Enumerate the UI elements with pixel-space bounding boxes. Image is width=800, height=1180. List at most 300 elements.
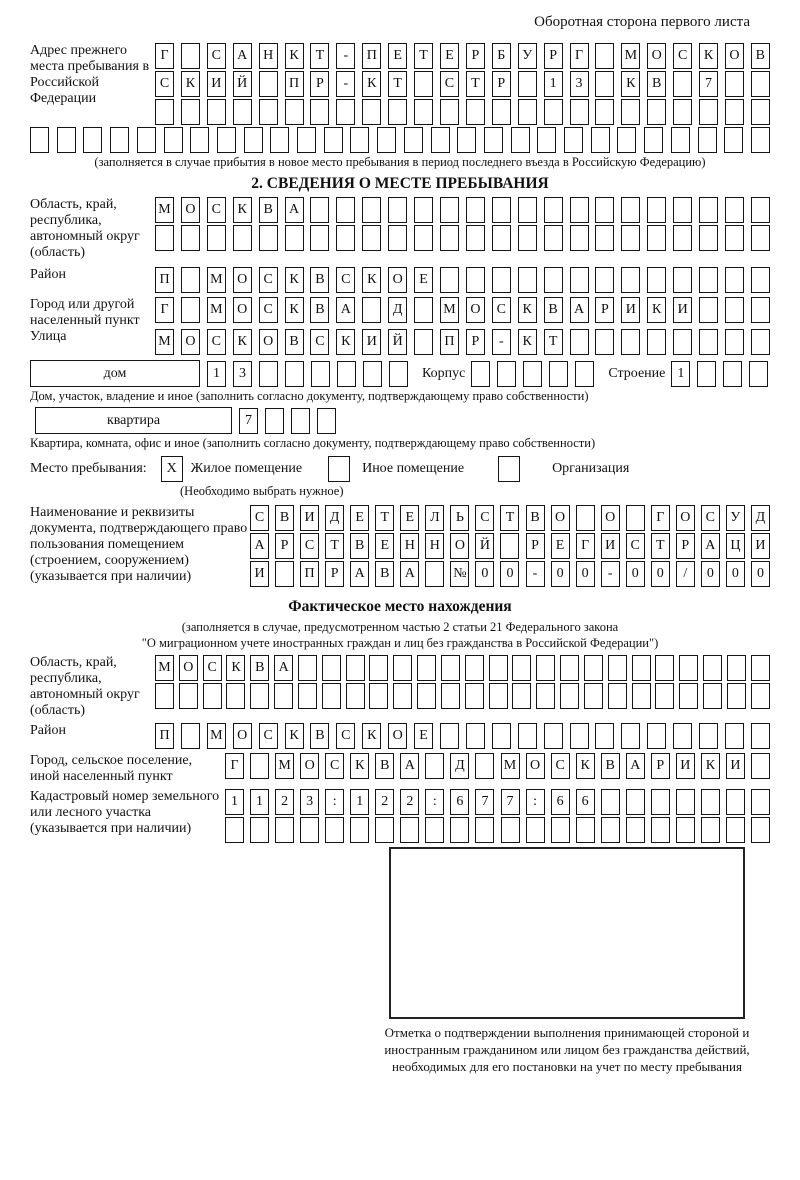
char-cell: Р: [466, 329, 485, 355]
char-cell: [388, 99, 407, 125]
char-cell: -: [492, 329, 511, 355]
char-cell: 2: [275, 789, 294, 815]
char-cell: [259, 225, 278, 251]
char-cell: [57, 127, 76, 153]
char-cell: Т: [651, 533, 670, 559]
char-cell: С: [155, 71, 174, 97]
char-cell: [725, 297, 744, 323]
char-cell: [389, 361, 408, 387]
char-cell: М: [501, 753, 520, 779]
char-cell: [497, 361, 516, 387]
char-cell: В: [375, 561, 394, 587]
section2-header: 2. СВЕДЕНИЯ О МЕСТЕ ПРЕБЫВАНИЯ: [251, 175, 549, 192]
char-cell: [673, 99, 692, 125]
char-cell: О: [388, 723, 407, 749]
char-cell: [492, 267, 511, 293]
char-cell: [492, 723, 511, 749]
raion-block: [30, 267, 770, 295]
char-cell: [511, 127, 530, 153]
char-cell: [544, 267, 563, 293]
char-cell: С: [440, 71, 459, 97]
char-cell: [701, 817, 720, 843]
stroenie-cells: [671, 361, 768, 387]
char-cell: 0: [626, 561, 645, 587]
kvartira-cells: [239, 408, 336, 434]
char-cell: 0: [551, 561, 570, 587]
char-cell: [466, 267, 485, 293]
char-cell: [362, 297, 381, 323]
char-cell: [701, 789, 720, 815]
oblast-grid-row-2: [155, 225, 770, 251]
mark-block: [30, 847, 770, 1075]
char-cell: [217, 127, 236, 153]
fact-oblast-grid-row-2: [155, 683, 770, 709]
char-cell: [673, 723, 692, 749]
char-cell: [337, 361, 356, 387]
char-cell: К: [621, 71, 640, 97]
char-cell: В: [275, 505, 294, 531]
char-cell: К: [518, 329, 537, 355]
char-cell: О: [450, 533, 469, 559]
prev-address-block: [30, 43, 770, 127]
char-cell: И: [673, 297, 692, 323]
char-cell: К: [181, 71, 200, 97]
char-cell: [544, 225, 563, 251]
fact-raion-block: [30, 723, 770, 751]
char-cell: 0: [576, 561, 595, 587]
char-cell: [725, 197, 744, 223]
char-cell: 1: [544, 71, 563, 97]
char-cell: В: [544, 297, 563, 323]
char-cell: [350, 127, 369, 153]
char-cell: [285, 225, 304, 251]
gorod-block: [30, 297, 770, 329]
char-cell: [749, 361, 768, 387]
doc-block: [30, 505, 770, 589]
char-cell: [475, 753, 494, 779]
char-cell: [673, 329, 692, 355]
char-cell: [575, 361, 594, 387]
char-cell: [181, 267, 200, 293]
char-cell: С: [701, 505, 720, 531]
char-cell: [608, 683, 627, 709]
checkbox-organizatsiya: [498, 456, 520, 482]
char-cell: [751, 789, 770, 815]
char-cell: [699, 329, 718, 355]
char-cell: [203, 683, 222, 709]
char-cell: [155, 683, 174, 709]
char-cell: Е: [414, 267, 433, 293]
char-cell: [751, 267, 770, 293]
char-cell: 7: [699, 71, 718, 97]
char-cell: В: [647, 71, 666, 97]
char-cell: М: [155, 655, 174, 681]
char-cell: [526, 817, 545, 843]
char-cell: [703, 683, 722, 709]
fact-raion-label: Район: [30, 723, 66, 738]
char-cell: [570, 723, 589, 749]
char-cell: 6: [450, 789, 469, 815]
char-cell: Г: [651, 505, 670, 531]
char-cell: М: [207, 723, 226, 749]
doc-grid-row-2: [250, 533, 770, 559]
char-cell: С: [492, 297, 511, 323]
char-cell: Й: [475, 533, 494, 559]
char-cell: [751, 225, 770, 251]
char-cell: [414, 225, 433, 251]
char-cell: П: [285, 71, 304, 97]
char-cell: [440, 99, 459, 125]
char-cell: [512, 655, 531, 681]
char-cell: [647, 99, 666, 125]
char-cell: [225, 817, 244, 843]
char-cell: [673, 267, 692, 293]
char-cell: [500, 533, 519, 559]
char-cell: [699, 225, 718, 251]
char-cell: [298, 683, 317, 709]
char-cell: [233, 99, 252, 125]
oblast-label: Область, край, республика, автономный округ (область): [30, 197, 140, 260]
char-cell: 0: [701, 561, 720, 587]
char-cell: Д: [388, 297, 407, 323]
char-cell: Р: [466, 43, 485, 69]
char-cell: [727, 655, 746, 681]
char-cell: [181, 43, 200, 69]
char-cell: [414, 197, 433, 223]
char-cell: [465, 683, 484, 709]
char-cell: [699, 723, 718, 749]
char-cell: Ь: [450, 505, 469, 531]
char-cell: К: [285, 267, 304, 293]
kadastr-block: [30, 789, 770, 845]
char-cell: 2: [375, 789, 394, 815]
char-cell: 2: [400, 789, 419, 815]
char-cell: [724, 127, 743, 153]
char-cell: Е: [414, 723, 433, 749]
char-cell: [751, 753, 770, 779]
char-cell: 6: [551, 789, 570, 815]
char-cell: [621, 723, 640, 749]
char-cell: П: [362, 43, 381, 69]
char-cell: [595, 71, 614, 97]
char-cell: Б: [492, 43, 511, 69]
char-cell: [362, 225, 381, 251]
char-cell: Т: [388, 71, 407, 97]
char-cell: [751, 197, 770, 223]
char-cell: И: [300, 505, 319, 531]
char-cell: 7: [475, 789, 494, 815]
dom-box-label: дом: [30, 360, 200, 387]
fact-gorod-label: Город, сельское поселение, иной населенный пункт: [30, 753, 193, 784]
char-cell: С: [551, 753, 570, 779]
char-cell: [595, 329, 614, 355]
option-label-zhiloe: Жилое помещение: [190, 461, 303, 476]
gorod-grid-row: [155, 297, 770, 323]
char-cell: [518, 197, 537, 223]
dom-caption: Дом, участок, владение и иное (заполнить согласно документу, подтверждающему право собственности): [30, 389, 589, 403]
char-cell: О: [601, 505, 620, 531]
kadastr-grid-row-1: [225, 789, 770, 815]
char-cell: [584, 655, 603, 681]
char-cell: [501, 817, 520, 843]
char-cell: :: [425, 789, 444, 815]
char-cell: О: [551, 505, 570, 531]
char-cell: [226, 683, 245, 709]
char-cell: [325, 817, 344, 843]
option-label-organizatsiya: Организация: [552, 461, 630, 476]
kadastr-label: Кадастровый номер земельного или лесного участка (указывается при наличии): [30, 789, 220, 836]
char-cell: [310, 197, 329, 223]
char-cell: [311, 361, 330, 387]
char-cell: С: [207, 329, 226, 355]
char-cell: [244, 127, 263, 153]
char-cell: Р: [651, 753, 670, 779]
char-cell: [725, 99, 744, 125]
char-cell: У: [726, 505, 745, 531]
char-cell: 0: [726, 561, 745, 587]
char-cell: И: [601, 533, 620, 559]
char-cell: [489, 683, 508, 709]
char-cell: [699, 197, 718, 223]
char-cell: [621, 225, 640, 251]
char-cell: Р: [526, 533, 545, 559]
char-cell: [285, 99, 304, 125]
char-cell: [369, 655, 388, 681]
char-cell: [388, 225, 407, 251]
prev-address-label: Адрес прежнего места пребывания в Российской Федерации: [30, 43, 150, 106]
char-cell: Т: [466, 71, 485, 97]
char-cell: 0: [475, 561, 494, 587]
char-cell: [155, 225, 174, 251]
char-cell: [560, 683, 579, 709]
char-cell: [393, 683, 412, 709]
char-cell: [751, 297, 770, 323]
char-cell: Т: [544, 329, 563, 355]
gorod-label: Город или другой населенный пункт: [30, 297, 140, 328]
char-cell: Р: [492, 71, 511, 97]
char-cell: В: [250, 655, 269, 681]
char-cell: [164, 127, 183, 153]
char-cell: [626, 789, 645, 815]
char-cell: [291, 408, 310, 434]
char-cell: А: [274, 655, 293, 681]
char-cell: А: [570, 297, 589, 323]
char-cell: [595, 267, 614, 293]
char-cell: [647, 197, 666, 223]
char-cell: [83, 127, 102, 153]
char-cell: [466, 197, 485, 223]
char-cell: К: [226, 655, 245, 681]
char-cell: [697, 361, 716, 387]
char-cell: О: [526, 753, 545, 779]
char-cell: [137, 127, 156, 153]
mark-caption: Отметка о подтверждении выполнения принимающей стороной и иностранным гражданином или лицом без гражданства действий, необходимых для его постановки на учет по месту пребывания: [384, 1025, 750, 1074]
char-cell: [560, 655, 579, 681]
char-cell: [466, 99, 485, 125]
char-cell: [651, 789, 670, 815]
char-cell: -: [336, 71, 355, 97]
char-cell: 1: [250, 789, 269, 815]
char-cell: 1: [225, 789, 244, 815]
char-cell: [310, 225, 329, 251]
char-cell: П: [300, 561, 319, 587]
char-cell: [703, 655, 722, 681]
char-cell: К: [701, 753, 720, 779]
char-cell: Й: [233, 71, 252, 97]
char-cell: П: [155, 723, 174, 749]
char-cell: [350, 817, 369, 843]
char-cell: [536, 655, 555, 681]
char-cell: О: [233, 723, 252, 749]
char-cell: С: [203, 655, 222, 681]
char-cell: Е: [350, 505, 369, 531]
char-cell: [632, 683, 651, 709]
char-cell: П: [155, 267, 174, 293]
char-cell: [362, 197, 381, 223]
char-cell: [265, 408, 284, 434]
char-cell: [699, 267, 718, 293]
char-cell: [751, 817, 770, 843]
char-cell: В: [285, 329, 304, 355]
char-cell: [570, 225, 589, 251]
char-cell: С: [259, 297, 278, 323]
char-cell: [207, 225, 226, 251]
char-cell: [751, 655, 770, 681]
char-cell: М: [440, 297, 459, 323]
char-cell: [298, 655, 317, 681]
char-cell: А: [701, 533, 720, 559]
char-cell: [393, 655, 412, 681]
char-cell: [570, 329, 589, 355]
char-cell: [512, 683, 531, 709]
char-cell: И: [362, 329, 381, 355]
char-cell: [259, 361, 278, 387]
char-cell: [518, 225, 537, 251]
char-cell: К: [699, 43, 718, 69]
char-cell: В: [310, 297, 329, 323]
char-cell: В: [310, 723, 329, 749]
char-cell: В: [350, 533, 369, 559]
char-cell: [425, 561, 444, 587]
char-cell: М: [207, 267, 226, 293]
kvartira-caption: Квартира, комната, офис и иное (заполнить согласно документу, подтверждающему право собственности): [30, 436, 596, 450]
char-cell: О: [300, 753, 319, 779]
char-cell: [181, 297, 200, 323]
char-cell: К: [518, 297, 537, 323]
char-cell: С: [259, 723, 278, 749]
char-cell: [181, 99, 200, 125]
char-cell: [414, 297, 433, 323]
fact-oblast-block: [30, 655, 770, 719]
char-cell: Р: [275, 533, 294, 559]
char-cell: 1: [350, 789, 369, 815]
char-cell: Е: [440, 43, 459, 69]
confirmation-mark-box: [389, 847, 745, 1019]
char-cell: [270, 127, 289, 153]
char-cell: [363, 361, 382, 387]
fact-captions: [30, 619, 770, 651]
char-cell: [440, 723, 459, 749]
mesto-note: (Необходимо выбрать нужное): [180, 484, 344, 498]
ulitsa-grid-row: [155, 329, 770, 355]
char-cell: [727, 683, 746, 709]
char-cell: 3: [233, 361, 252, 387]
char-cell: [621, 267, 640, 293]
char-cell: :: [526, 789, 545, 815]
char-cell: [576, 505, 595, 531]
char-cell: [425, 817, 444, 843]
oblast-block: [30, 197, 770, 261]
char-cell: [751, 127, 770, 153]
char-cell: [484, 127, 503, 153]
char-cell: С: [300, 533, 319, 559]
char-cell: К: [647, 297, 666, 323]
char-cell: Т: [325, 533, 344, 559]
char-cell: О: [388, 267, 407, 293]
char-cell: 3: [300, 789, 319, 815]
char-cell: [417, 683, 436, 709]
char-cell: №: [450, 561, 469, 587]
char-cell: [726, 817, 745, 843]
char-cell: [673, 197, 692, 223]
char-cell: [250, 683, 269, 709]
fact-caption-line-1: (заполняется в случае, предусмотренном частью 2 статьи 21 Федерального закона: [181, 620, 619, 634]
char-cell: [336, 225, 355, 251]
char-cell: О: [181, 329, 200, 355]
char-cell: [676, 789, 695, 815]
char-cell: Г: [570, 43, 589, 69]
checkbox-zhiloe-pomeshchenie: X: [161, 456, 183, 482]
char-cell: [751, 329, 770, 355]
char-cell: [595, 43, 614, 69]
char-cell: [440, 267, 459, 293]
char-cell: [233, 225, 252, 251]
char-cell: [207, 99, 226, 125]
char-cell: О: [181, 197, 200, 223]
char-cell: А: [400, 753, 419, 779]
raion-grid-row: [155, 267, 770, 293]
char-cell: [346, 655, 365, 681]
char-cell: И: [207, 71, 226, 97]
fact-gorod-grid-row: [225, 753, 770, 779]
char-cell: 0: [500, 561, 519, 587]
char-cell: [400, 817, 419, 843]
char-cell: [518, 99, 537, 125]
char-cell: [297, 127, 316, 153]
char-cell: В: [375, 753, 394, 779]
fact-gorod-block: [30, 753, 770, 785]
prev-address-caption: (заполняется в случае прибытия в новое место пребывания в период последнего въезда в Российскую Федерацию): [94, 155, 706, 169]
char-cell: К: [362, 267, 381, 293]
char-cell: С: [336, 267, 355, 293]
char-cell: [362, 99, 381, 125]
char-cell: [651, 817, 670, 843]
char-cell: Г: [155, 43, 174, 69]
char-cell: [492, 99, 511, 125]
char-cell: [544, 723, 563, 749]
char-cell: [300, 817, 319, 843]
char-cell: О: [647, 43, 666, 69]
oblast-grid-row-1: [155, 197, 770, 223]
char-cell: [725, 329, 744, 355]
kadastr-grid-row-2: [225, 817, 770, 843]
fact-caption-line-2: "О миграционном учете иностранных граждан и лиц без гражданства в Российской Федерации"): [141, 636, 659, 650]
char-cell: [465, 655, 484, 681]
stroenie-label: Строение: [608, 365, 666, 381]
char-cell: [647, 723, 666, 749]
char-cell: [595, 723, 614, 749]
char-cell: [621, 99, 640, 125]
